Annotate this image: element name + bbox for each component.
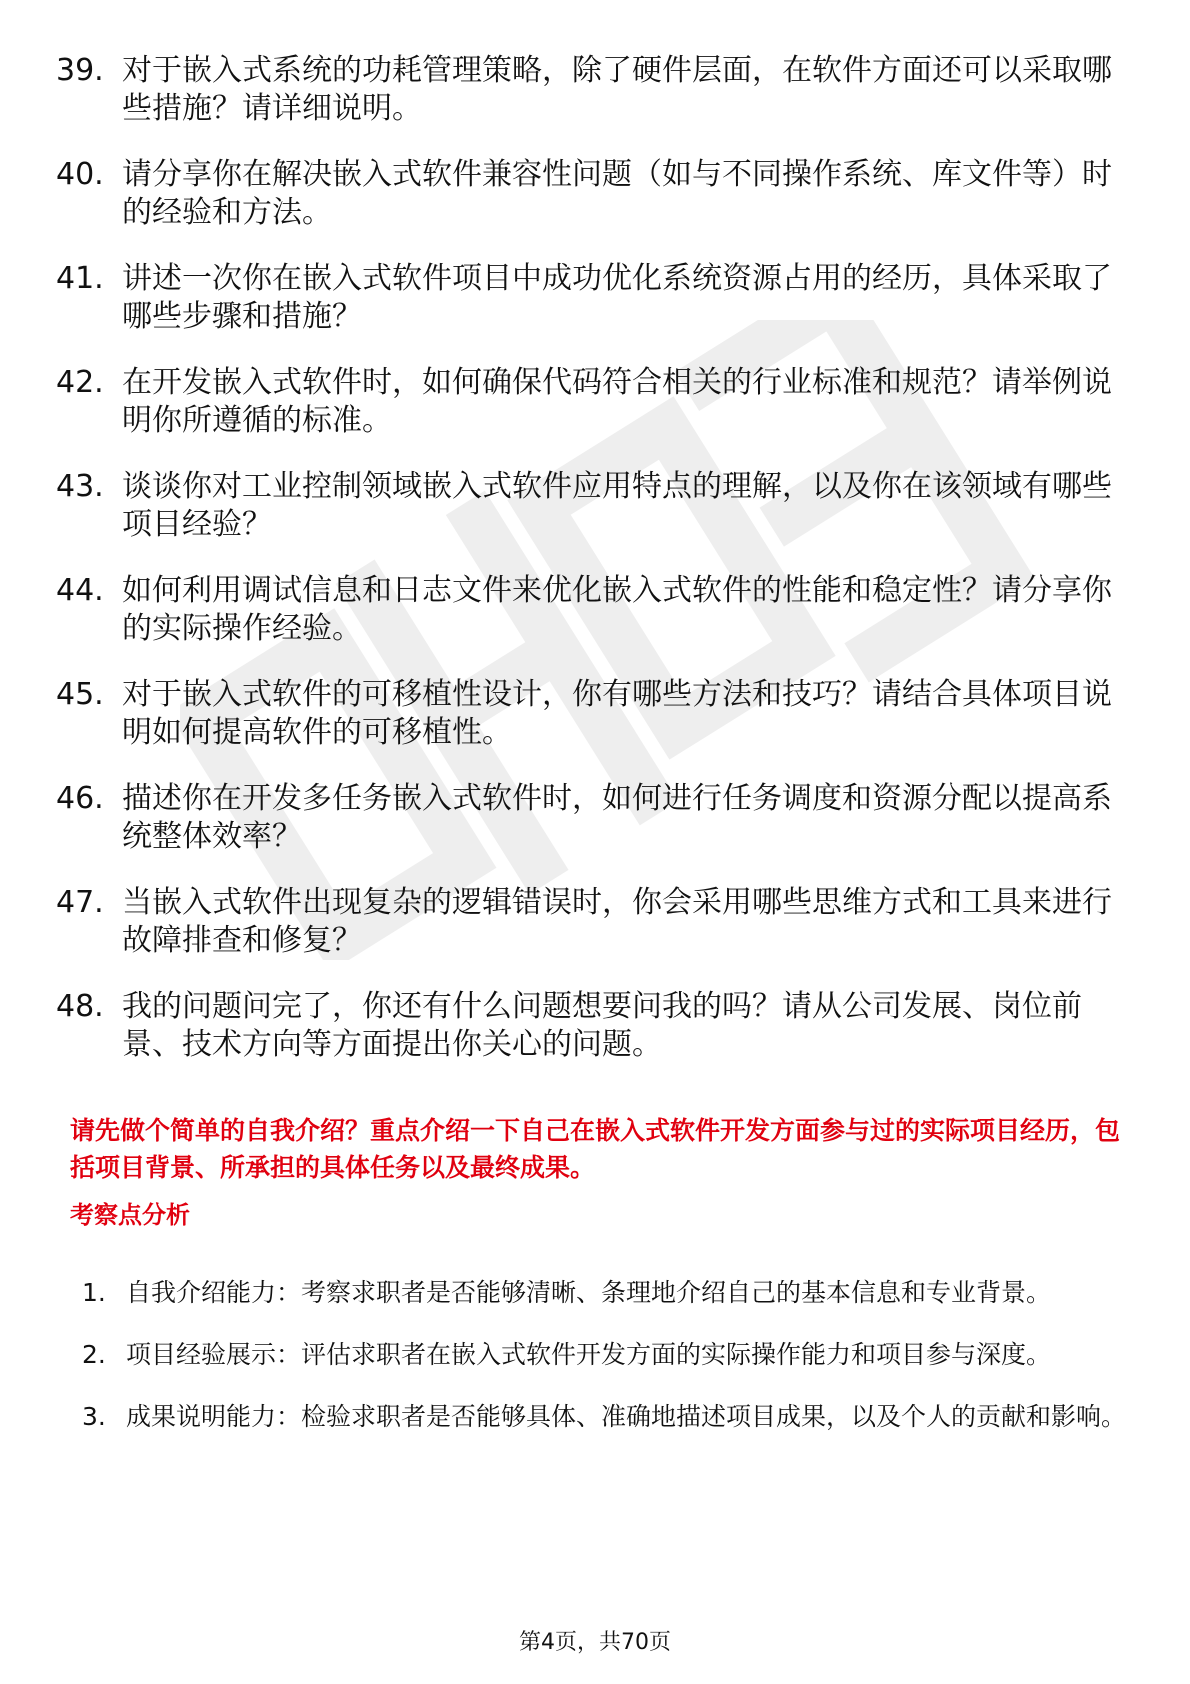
question-number: 47. [56,885,104,920]
question-text: 对于嵌入式软件的可移植性设计，你有哪些方法和技巧？请结合具体项目说明如何提高软件的可移植性。 [122,677,1112,750]
question-text: 谈谈你对工业控制领域嵌入式软件应用特点的理解，以及你在该领域有哪些项目经验？ [122,469,1112,542]
analysis-item [82,1325,1132,1385]
question-text: 在开发嵌入式软件时，如何确保代码符合相关的行业标准和规范？请举例说明你所遵循的标准。 [122,365,1112,438]
page-footer: 第4页，共70页 [519,1630,671,1655]
question-number: 41. [56,261,104,296]
question-text: 我的问题问完了，你还有什么问题想要问我的吗？请从公司发展、岗位前景、技术方向等方面提出你关心的问题。 [122,989,1082,1062]
analysis-number: 1. [82,1278,106,1307]
question-item [56,884,1136,960]
analysis-text: 成果说明能力：检验求职者是否能够具体、准确地描述项目成果，以及个人的贡献和影响。 [126,1402,1127,1431]
question-item [56,572,1136,648]
analysis-number: 3. [82,1402,106,1431]
question-item [56,468,1136,544]
question-text: 讲述一次你在嵌入式软件项目中成功优化系统资源占用的经历，具体采取了哪些步骤和措施？ [122,261,1112,334]
analysis-text: 自我介绍能力：考察求职者是否能够清晰、条理地介绍自己的基本信息和专业背景。 [126,1278,1052,1307]
question-text: 当嵌入式软件出现复杂的逻辑错误时，你会采用哪些思维方式和工具来进行故障排查和修复？ [122,885,1112,958]
analysis-item [82,1263,1132,1323]
question-item [56,364,1136,440]
question-text: 对于嵌入式系统的功耗管理策略，除了硬件层面，在软件方面还可以采取哪些措施？请详细说明。 [122,53,1112,126]
question-number: 44. [56,573,104,608]
highlight-question: 请先做个简单的自我介绍？重点介绍一下自己在嵌入式软件开发方面参与过的实际项目经历，包括项目背景、所承担的具体任务以及最终成果。 [70,1116,1121,1182]
question-item [56,52,1136,128]
analysis-number: 2. [82,1340,106,1369]
question-number: 45. [56,677,104,712]
question-number: 39. [56,53,104,88]
question-number: 40. [56,157,104,192]
question-number: 48. [56,989,104,1024]
question-text: 如何利用调试信息和日志文件来优化嵌入式软件的性能和稳定性？请分享你的实际操作经验。 [122,573,1112,646]
question-text: 请分享你在解决嵌入式软件兼容性问题（如与不同操作系统、库文件等）时的经验和方法。 [122,157,1112,230]
analysis-heading: 考察点分析 [70,1201,190,1229]
question-item [56,988,1136,1064]
question-number: 43. [56,469,104,504]
question-text: 描述你在开发多任务嵌入式软件时，如何进行任务调度和资源分配以提高系统整体效率？ [122,781,1112,854]
analysis-list [82,1263,1132,1449]
analysis-text: 项目经验展示：评估求职者在嵌入式软件开发方面的实际操作能力和项目参与深度。 [126,1340,1052,1369]
analysis-item [82,1387,1132,1447]
question-number: 42. [56,365,104,400]
question-item [56,780,1136,856]
question-list [56,52,1136,1092]
question-item [56,676,1136,752]
question-number: 46. [56,781,104,816]
question-item [56,156,1136,232]
question-item [56,260,1136,336]
